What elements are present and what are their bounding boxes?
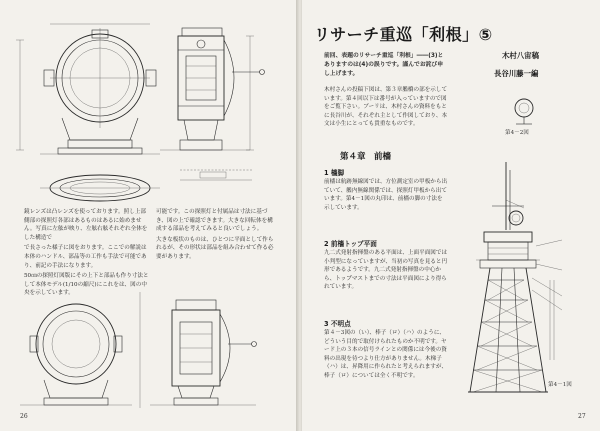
author-credit: 木村八宙稿 — [502, 51, 539, 60]
chapter-heading: 第４章 前檣 — [340, 152, 392, 162]
left-body-para: 可能です。この探照灯と付属品は寸法に基づき、図の上で確認できます。大きな回転体を構成する部品を考えてみると良いでしょう。 — [156, 209, 273, 233]
left-body-para: 50㎝の探照灯図版にその上下と部品も作り寸法として本体モデル(1/10の縮尺)にこれをは、図の中央を示しています。 — [24, 273, 149, 297]
section-body: 前檣は航跡無線図では、方位測定室の甲板から出ていて、艦内無線関係では、探照灯甲板から出ています。第4－1図の丸印は、前檣の脚の寸法を示しています。 — [324, 179, 448, 211]
section-body: 九二式発射指揮盤のある平面は、上面平面図では小判型になっていますが、当初の写真を見ると円形であるようです。九二式発射指揮盤の中心から、トップマストまでの寸法は平面図により得られています。 — [324, 250, 448, 291]
section-heading: 2 前檣トップ平面 — [324, 240, 377, 248]
searchlight-drawing-top — [0, 0, 298, 205]
searchlight-drawing-bottom — [0, 286, 298, 416]
left-body-col2 — [156, 208, 274, 262]
intro-paragraph: 木村さんの投稿下図は、第３章艦橋の部を示しています。第４回以下は番号が入っていますので図をご覧下さい。ブーリは、木村さんの資料をもとに長谷川が、それぞれ主として作図しており、本文は小生にとっても貴重なものです。 — [324, 87, 448, 128]
right-page-number: 27 — [578, 413, 586, 420]
foremast-drawing — [466, 160, 586, 400]
left-body-para: 鏡レンズは凸レンズを使っております。照し上部側部の探照灯各部はあるものはあるに始めません。写真に左舷が映り、左舷右舷それぞれ全体をした構造で — [24, 209, 148, 241]
mast-figure-caption: 第4－1図 — [548, 382, 572, 388]
left-page-number: 26 — [20, 413, 28, 420]
left-body-col1 — [24, 208, 150, 298]
editor-credit: 長谷川藤一編 — [494, 69, 539, 78]
section-heading: 1 檣脚 — [324, 169, 345, 177]
small-figure-4-2 — [504, 94, 544, 128]
left-body-para: で長さった様子に図をおります。ここでの解説は本体のハンドル、部品等の工作も手法で可能であり、前記の手法になります。 — [24, 245, 147, 269]
right-page — [302, 0, 600, 431]
small-figure-caption: 第4－2図 — [505, 130, 529, 136]
lead-paragraph: 前回、表題のリサーチ重巡「利根」――(3)とありますのは(4)の誤りです。謹んでお詫び申し上げます。 — [324, 53, 444, 77]
left-body-para: 大きな板状のものは、ひとつに平面として作られるが、その形状は部品を組み合わせて作る必要があります。 — [156, 236, 274, 260]
section-heading: 3 不明点 — [324, 320, 351, 328]
section-body: 第４－3図の（い）、棒子（ロ）（ハ）のように、どういう目的で取付けられたものか不明です。ヤード上の３本の信号ラインとの関係には今後の資料の出現を待つより仕方がありません。木梯子（ハ）は、昇降用に作られたと考えられますが、棒子（ロ）については全く不明です。 — [324, 330, 448, 379]
left-page — [0, 0, 298, 431]
article-title: リサーチ重巡「利根」⑤ — [314, 25, 493, 44]
